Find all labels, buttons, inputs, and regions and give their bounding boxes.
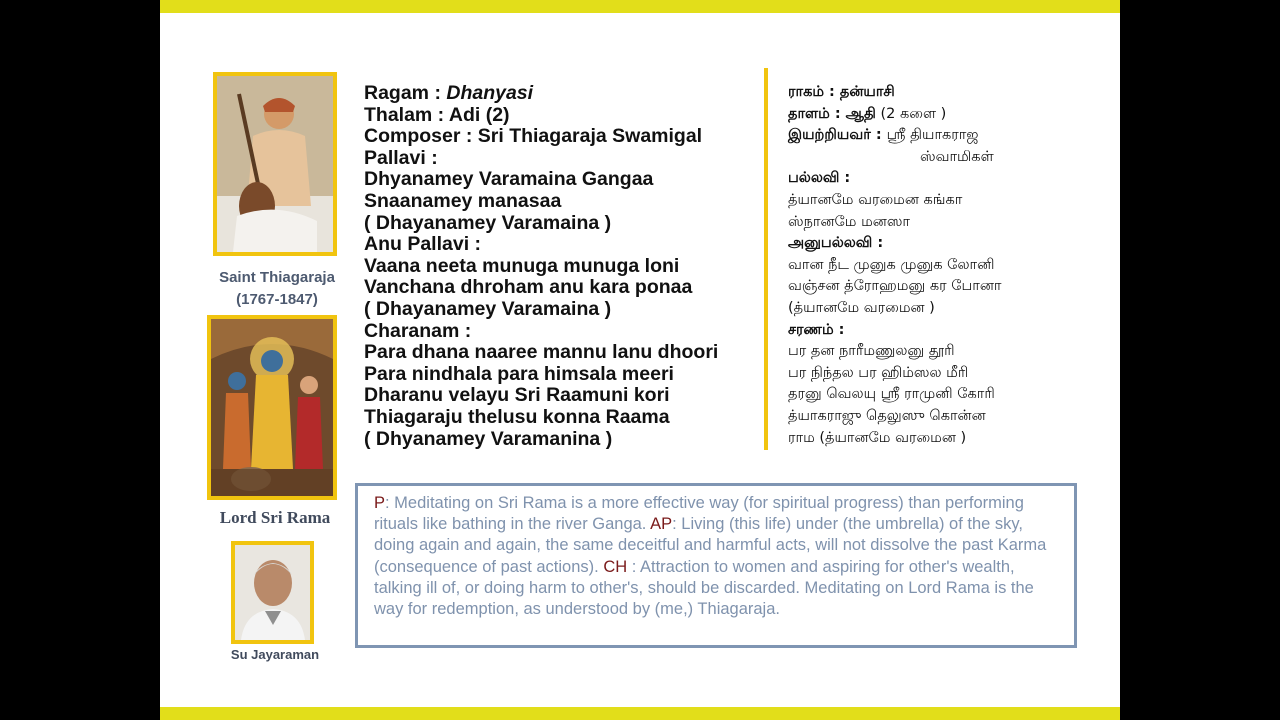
charanam-meaning: : Attraction to women and aspiring for other's wealth, talking ill of, or doing harm to other's, should be discarded. Meditating on Lord Rama is the way for redemption, as understood by (me,) Thiagaraja. — [374, 557, 1034, 619]
divider-line — [764, 68, 768, 450]
tamil-charanam-line: ராம (த்யானமே வரமைன ) — [788, 429, 967, 446]
charanam-tag: CH — [603, 557, 628, 576]
tamil-thalam-kalai: (2 களை ) — [875, 105, 947, 122]
slide — [160, 0, 1120, 720]
charanam-label: Charanam : — [364, 319, 472, 342]
ragam-value: Dhanyasi — [446, 82, 534, 104]
tamil-pallavi-line: ஸ்நானமே மனஸா — [788, 213, 910, 230]
tamil-anupallavi-line: வான நீட முனுக முனுக லோனி — [788, 256, 995, 273]
anupallavi-meaning: : Living (this life) under (the umbrella) of the sky, doing again and again, the same deceitful and harmful acts, will not dissolve the past Karma (consequence of past actions). — [374, 515, 1047, 576]
ragam-line — [364, 83, 764, 105]
tamil-ragam-line — [788, 82, 1108, 104]
tamil-pallavi-label: பல்லவி : — [788, 170, 851, 187]
pallavi-line: Dhyanamey Varamaina Gangaa — [364, 168, 654, 191]
tamil-composer-line — [788, 125, 1108, 147]
saint-thiagaraja-image — [213, 72, 337, 256]
charanam-line: ( Dhyanamey Varamanina ) — [364, 427, 613, 450]
charanam-line: Para nindhala para himsala meeri — [364, 362, 674, 385]
ragam-label: Ragam : — [364, 82, 447, 104]
tamil-composer-label: இயற்றியவர் : — [788, 127, 887, 144]
tamil-charanam-label: சரணம் : — [788, 321, 845, 338]
tamil-anupallavi-line: வஞ்சன த்ரோஹமனு கர போனா — [788, 278, 1002, 295]
english-lyrics — [364, 83, 764, 450]
tamil-anupallavi-label: அனுபல்லவி : — [788, 235, 884, 252]
charanam-line: Para dhana naaree mannu lanu dhoori — [364, 341, 719, 364]
composer-line: Composer : Sri Thiagaraja Swamigal — [364, 125, 703, 148]
anupallavi-line: ( Dhayanamey Varamaina ) — [364, 297, 612, 320]
su-jayaraman-photo — [231, 541, 314, 644]
bottom-band — [160, 707, 1120, 720]
tamil-ragam-value: தன்யாசி — [839, 84, 895, 100]
tamil-composer-value: ஸ்ரீ தியாகராஜ — [886, 127, 979, 144]
anupallavi-label: Anu Pallavi : — [364, 233, 482, 256]
tamil-anupallavi-line: (த்யானமே வரமைன ) — [788, 299, 935, 316]
thalam-line: Thalam : Adi (2) — [364, 103, 510, 126]
rama-caption: Lord Sri Rama — [219, 508, 331, 527]
tamil-lyrics — [788, 82, 1108, 449]
tamil-ragam-label: ராகம் : — [788, 84, 840, 100]
saint-caption-years: (1767-1847) — [236, 291, 318, 308]
saint-caption — [202, 267, 352, 311]
meaning-box — [355, 483, 1077, 648]
pallavi-tag: P — [374, 494, 386, 512]
tamil-thalam-label: தாளம் : — [788, 105, 846, 122]
tamil-composer-line-2: ஸ்வாமிகள் — [920, 148, 994, 165]
pallavi-label: Pallavi : — [364, 146, 438, 169]
anupallavi-tag: AP — [650, 515, 673, 534]
tamil-charanam-line: த்யாகராஜு தெலுஸு கொன்ன — [788, 407, 986, 424]
charanam-line: Thiagaraju thelusu konna Raama — [364, 405, 670, 428]
pallavi-line: Snaanamey manasaa — [364, 189, 562, 212]
tamil-charanam-line: தரனு வெலயு ஸ்ரீ ராமுனி கோரி — [788, 386, 995, 403]
anupallavi-line: Vaana neeta munuga munuga loni — [364, 254, 680, 277]
tamil-charanam-line: பர நிந்தல பர ஹிம்ஸல மீரி — [788, 364, 969, 381]
tamil-pallavi-line: த்யானமே வரமைன கங்கா — [788, 191, 963, 208]
lord-rama-image — [207, 315, 337, 500]
tamil-thalam-line — [788, 104, 1108, 126]
saint-caption-name: Saint Thiagaraja — [219, 269, 335, 286]
tamil-charanam-line: பர தன நாரீமணுலனு தூரி — [788, 343, 955, 360]
anupallavi-line: Vanchana dhroham anu kara ponaa — [364, 276, 693, 299]
top-band — [160, 0, 1120, 13]
charanam-line: Dharanu velayu Sri Raamuni kori — [364, 384, 670, 407]
su-jayaraman-caption: Su Jayaraman — [230, 647, 320, 662]
pallavi-meaning: : Meditating on Sri Rama is a more effective way (for spiritual progress) than performing rituals like bathing in the river Ganga. — [374, 494, 1024, 534]
pallavi-line: ( Dhayanamey Varamaina ) — [364, 211, 612, 234]
tamil-thalam-value: ஆதி — [845, 105, 876, 122]
